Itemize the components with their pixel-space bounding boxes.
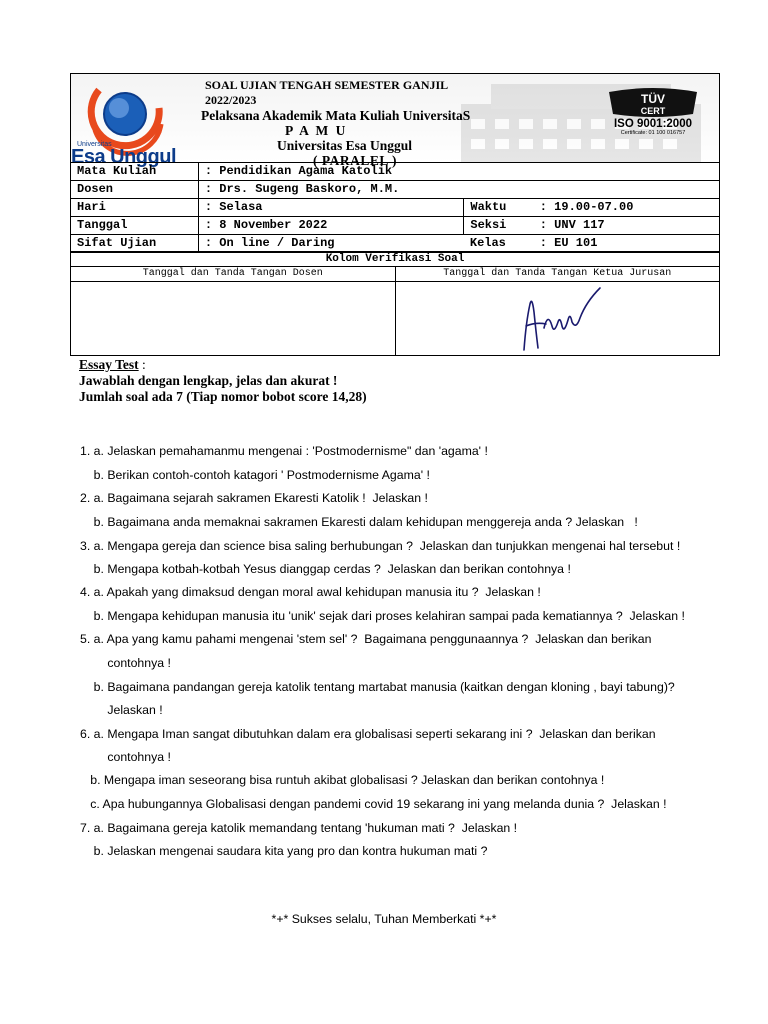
question-line: b. Mengapa kehidupan manusia itu 'unik' sejak dari proses kelahiran sampai pada kematiannya ? Jelaskan !: [80, 609, 685, 623]
ketua-signature-area: [395, 282, 720, 355]
header-line-universitas: Universitas Esa Unggul: [277, 138, 413, 153]
logo-universitas-text: Universitas: [77, 141, 112, 148]
dosen-value: : Drs. Sugeng Baskoro, M.M.: [198, 181, 719, 199]
question-line: 7. a. Bagaimana gereja katolik memandang tentang 'hukuman mati ? Jelaskan !: [80, 821, 518, 835]
sifat-ujian-value: : On line / Daring: [198, 235, 464, 253]
table-row: [71, 181, 720, 199]
tanggal-value: : 8 November 2022: [198, 217, 464, 235]
sifat-ujian-label: Sifat Ujian: [71, 235, 199, 253]
question-line: 1. a. Jelaskan pemahamanmu mengenai : 'Postmodernisme" dan 'agama' !: [80, 444, 488, 458]
question-line: b. Mengapa kotbah-kotbah Yesus dianggap cerdas ? Jelaskan dan berikan contohnya !: [80, 562, 571, 576]
table-row: [71, 163, 720, 181]
waktu-label: Waktu: [464, 199, 534, 217]
hari-label: Hari: [71, 199, 199, 217]
header-line-pamu: P A M U: [285, 123, 348, 138]
question-line: 4. a. Apakah yang dimaksud dengan moral awal kehidupan manusia itu ? Jelaskan !: [80, 585, 541, 599]
verification-signature-row: [71, 282, 719, 355]
question-line: b. Bagaimana pandangan gereja katolik tentang martabat manusia (kaitkan dengan kloning , bayi tabung)?: [80, 680, 675, 694]
svg-text:TÜV: TÜV: [641, 92, 665, 106]
course-info-table: [70, 162, 720, 253]
essay-instructions: [79, 357, 367, 405]
header-line-paralel: ( PARALEL ): [313, 153, 398, 168]
dosen-signature-area: [71, 282, 395, 355]
kelas-value: : EU 101: [534, 235, 720, 253]
question-line: Jelaskan !: [80, 703, 163, 717]
dosen-signature-header: Tanggal dan Tanda Tangan Dosen: [71, 267, 395, 282]
question-line: b. Mengapa iman seseorang bisa runtuh akibat globalisasi ? Jelaskan dan berikan contohnya !: [80, 773, 605, 787]
table-row: [71, 235, 720, 253]
essay-heading-colon: :: [138, 357, 146, 372]
verification-header-row: [71, 267, 719, 282]
question-line: 5. a. Apa yang kamu pahami mengenai 'stem sel' ? Bagaimana penggunaannya ? Jelaskan dan berikan: [80, 632, 652, 646]
question-line: b. Berikan contoh-contoh katagori ' Postmodernisme Agama' !: [80, 468, 430, 482]
dosen-label: Dosen: [71, 181, 199, 199]
kelas-label: Kelas: [464, 235, 534, 253]
question-line: b. Bagaimana anda memaknai sakramen Ekaresti dalam kehidupan menggereja anda ? Jelaskan !: [80, 515, 638, 529]
seksi-value: : UNV 117: [534, 217, 720, 235]
exam-title: SOAL UJIAN TENGAH SEMESTER GANJIL 2022/2023: [205, 78, 448, 107]
question-line: b. Jelaskan mengenai saudara kita yang pro dan kontra hukuman mati ?: [80, 844, 488, 858]
certificate-number: Certificate: 01 100 016757: [620, 130, 686, 136]
waktu-value: : 19.00-07.00: [534, 199, 720, 217]
closing-message: *+* Sukses selalu, Tuhan Memberkati *+*: [271, 912, 497, 926]
tuv-cert-badge: [601, 88, 705, 140]
ketua-signature-header: Tanggal dan Tanda Tangan Ketua Jurusan: [395, 267, 720, 282]
question-line: 2. a. Bagaimana sejarah sakramen Ekaresti Katolik ! Jelaskan !: [80, 491, 428, 505]
tanggal-label: Tanggal: [71, 217, 199, 235]
svg-text:CERT: CERT: [640, 106, 666, 116]
question-line: contohnya !: [80, 750, 171, 764]
mata-kuliah-label: Mata Kuliah: [71, 163, 199, 181]
header-line-pelaksana: Pelaksana Akademik Mata Kuliah UniversitaS: [201, 108, 471, 123]
instruction-1: Jawablah dengan lengkap, jelas dan akurat !: [79, 373, 338, 388]
hari-value: : Selasa: [198, 199, 464, 217]
seksi-label: Seksi: [464, 217, 534, 235]
essay-heading: Essay Test: [79, 357, 139, 372]
question-line: c. Apa hubungannya Globalisasi dengan pandemi covid 19 sekarang ini yang melanda dunia ? Jelaskan !: [80, 797, 667, 811]
table-row: [71, 199, 720, 217]
tuv-cert-icon: [601, 88, 705, 118]
mata-kuliah-value: : Pendidikan Agama Katolik: [198, 163, 719, 181]
verification-box: [70, 251, 720, 356]
table-row: [71, 217, 720, 235]
signature-icon: [516, 282, 606, 354]
exam-header: [70, 73, 720, 168]
verification-title: Kolom Verifikasi Soal: [71, 252, 719, 267]
question-line: 6. a. Mengapa Iman sangat dibutuhkan dalam era globalisasi seperti sekarang ini ? Jelaskan dan berikan: [80, 727, 656, 741]
logo-esa-unggul-text: Esa Unggul: [71, 146, 177, 168]
iso-text: ISO 9001:2000: [613, 118, 692, 130]
question-line: 3. a. Mengapa gereja dan science bisa saling berhubungan ? Jelaskan dan tunjukkan mengenai hal tersebut !: [80, 539, 681, 553]
header-title: [201, 78, 501, 168]
instruction-2: Jumlah soal ada 7 (Tiap nomor bobot score 14,28): [79, 389, 367, 404]
question-line: contohnya !: [80, 656, 171, 670]
